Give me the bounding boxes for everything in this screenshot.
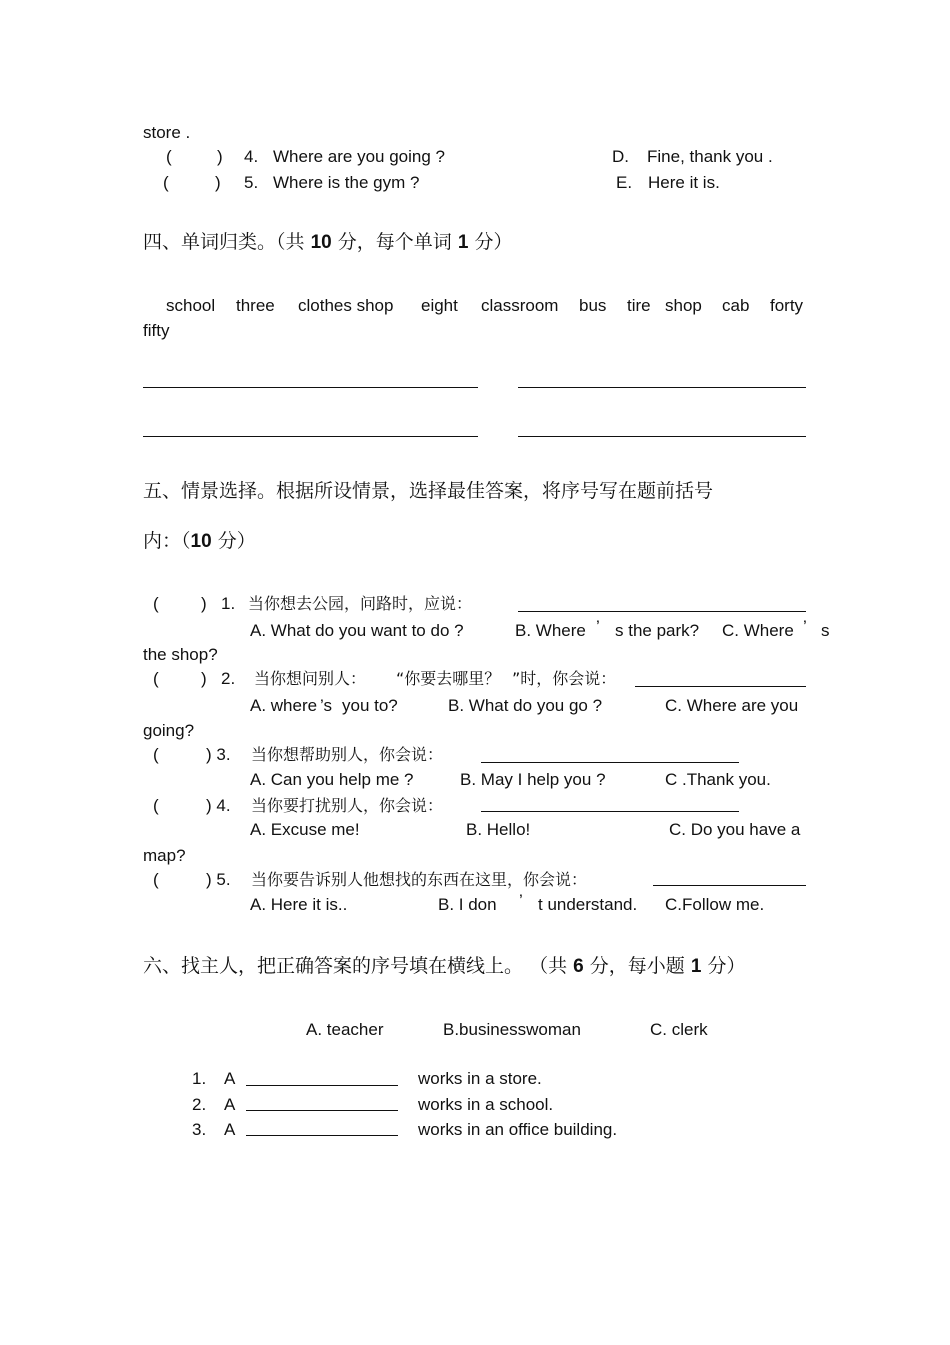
word-item: tire [627, 296, 651, 315]
item-number: 1. [192, 1069, 207, 1088]
answer-paren-close: ) [215, 173, 221, 192]
word-item: cab [722, 296, 750, 315]
question-number: 1. [221, 594, 236, 613]
apostrophe: ’ [519, 891, 523, 910]
answer-paren-open: ( [163, 173, 169, 192]
answer-line[interactable] [481, 811, 739, 812]
answer-line[interactable] [246, 1110, 398, 1111]
answer-line[interactable] [518, 611, 806, 612]
word-item: forty [770, 296, 804, 315]
store-text-tail: store . [143, 123, 191, 142]
option-b-cont: s the park? [615, 621, 700, 640]
question-text: Where is the gym ? [273, 173, 420, 192]
answer-line[interactable] [518, 436, 806, 437]
word-item: bus [579, 296, 607, 315]
word-item: classroom [481, 296, 559, 315]
option-a-cont: you to? [342, 696, 398, 715]
option-b: B. May I help you ? [460, 770, 606, 789]
answer-paren-open: ( [166, 147, 172, 166]
item-article: A [224, 1120, 236, 1139]
question-prompt: “你要去哪里？ [396, 669, 501, 688]
question-text: Where are you going ? [273, 147, 445, 166]
answer-text: Fine, thank you . [647, 147, 773, 166]
answer-paren-close: ) [201, 594, 207, 613]
answer-text: Here it is. [648, 173, 720, 192]
answer-paren-open: ( [153, 870, 159, 889]
word-item: eight [421, 296, 458, 315]
option-c: C. Where [722, 621, 794, 640]
option-b: B. What do you go ? [448, 696, 603, 715]
answer-letter: E. [616, 173, 633, 192]
question-prompt: 当你想帮助别人，你会说： [251, 745, 444, 764]
option-c: C .Thank you. [665, 770, 771, 789]
option-a: A. Can you help me ? [250, 770, 414, 789]
section-heading-part4: 四、单词归类。（共 10 分，每个单词 1 分） [143, 231, 513, 253]
apostrophe: ’s [320, 696, 332, 715]
question-number: 4. [244, 147, 259, 166]
question-number: 2. [221, 669, 236, 688]
option-item: A. teacher [306, 1020, 384, 1039]
apostrophe: ’ [596, 617, 600, 636]
answer-paren-close: ) [201, 669, 207, 688]
answer-paren-close: ) [217, 147, 223, 166]
question-prompt: 当你想去公园，问路时，应说： [248, 594, 473, 613]
answer-line[interactable] [246, 1135, 398, 1136]
option-b: B. Where [515, 621, 586, 640]
answer-paren-open: ( [153, 796, 159, 815]
answer-paren-open: ( [153, 594, 159, 613]
answer-line[interactable] [518, 387, 806, 388]
answer-line[interactable] [246, 1085, 398, 1086]
answer-line[interactable] [143, 387, 478, 388]
word-item: fifty [143, 321, 170, 340]
question-number: 5. [244, 173, 259, 192]
section-heading-part5: 五、情景选择。根据所设情景，选择最佳答案，将序号写在题前括号 [143, 480, 714, 502]
item-number: 3. [192, 1120, 207, 1139]
option-wrap: map? [143, 846, 186, 865]
answer-paren-close: ) 4. [206, 796, 231, 815]
item-article: A [224, 1095, 236, 1114]
section-heading-part5-cont: 内：（10 分） [143, 530, 256, 552]
answer-line[interactable] [635, 686, 806, 687]
item-text: works in a store. [418, 1069, 542, 1088]
option-c: C. Do you have a [669, 820, 801, 839]
question-prompt: 当你要打扰别人，你会说： [251, 796, 444, 815]
section-heading-part6: 六、找主人，把正确答案的序号填在横线上。 （共 6 分，每小题 1 分） [143, 955, 746, 977]
option-item: C. clerk [650, 1020, 708, 1039]
answer-paren-close: ) 3. [206, 745, 231, 764]
question-prompt: ”时，你会说： [512, 669, 617, 688]
word-item: three [236, 296, 275, 315]
option-a: A. where [250, 696, 318, 715]
word-item: clothes shop [298, 296, 394, 315]
option-c: C.Follow me. [665, 895, 765, 914]
option-a: A. Here it is.. [250, 895, 348, 914]
option-wrap: going? [143, 721, 195, 740]
word-item: shop [665, 296, 702, 315]
answer-line[interactable] [481, 762, 739, 763]
answer-paren-open: ( [153, 669, 159, 688]
question-prompt: 当你想问别人： [254, 669, 367, 688]
option-item: B.businesswoman [443, 1020, 581, 1039]
option-a: A. What do you want to do ? [250, 621, 464, 640]
answer-paren-open: ( [153, 745, 159, 764]
item-text: works in an office building. [418, 1120, 618, 1139]
answer-line[interactable] [143, 436, 478, 437]
option-a: A. Excuse me! [250, 820, 360, 839]
option-b: B. I don [438, 895, 497, 914]
item-number: 2. [192, 1095, 207, 1114]
apostrophe: ’ [803, 617, 807, 636]
answer-letter: D. [612, 147, 629, 166]
answer-paren-close: ) 5. [206, 870, 231, 889]
option-b: B. Hello! [466, 820, 531, 839]
word-item: school [166, 296, 216, 315]
item-text: works in a school. [418, 1095, 554, 1114]
option-b-cont: t understand. [538, 895, 638, 914]
item-article: A [224, 1069, 236, 1088]
question-prompt: 当你要告诉别人他想找的东西在这里，你会说： [251, 870, 588, 889]
option-c-cont: s [821, 621, 830, 640]
answer-line[interactable] [653, 885, 806, 886]
option-c: C. Where are you [665, 696, 799, 715]
option-wrap: the shop? [143, 645, 218, 664]
